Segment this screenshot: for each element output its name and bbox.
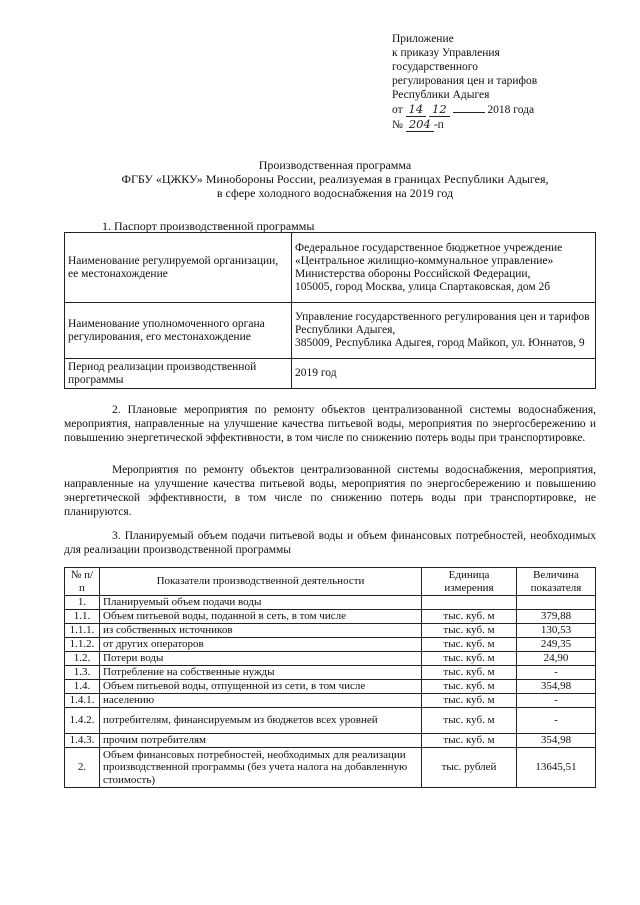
- passport-value: [292, 233, 596, 303]
- appendix-number: [392, 117, 592, 132]
- appendix-line: Приложение: [392, 33, 454, 45]
- section1-heading: 1. Паспорт производственной программы: [102, 219, 315, 233]
- passport-label: Период реализации производственной программы: [65, 359, 292, 389]
- row-unit: тыс. куб. м: [422, 694, 517, 708]
- row-num: 1.1.: [65, 610, 100, 624]
- row-value: 354,98: [517, 680, 596, 694]
- row-unit: тыс. куб. м: [422, 666, 517, 680]
- row-value: 13645,51: [517, 748, 596, 788]
- row-num: 1.1.2.: [65, 638, 100, 652]
- table-row: [65, 708, 596, 734]
- row-num: 1.: [65, 596, 100, 610]
- passport-row: [65, 303, 596, 359]
- passport-value-line: 385009, Республика Адыгея, город Майкоп, ул. Юннатов, 9: [295, 337, 585, 349]
- table-row: [65, 652, 596, 666]
- appendix-line: к приказу Управления: [392, 47, 500, 59]
- header-num: № п/п: [65, 568, 100, 596]
- row-num: 1.1.1.: [65, 624, 100, 638]
- row-name: Объем питьевой воды, поданной в сеть, в том числе: [100, 610, 422, 624]
- passport-value-line: 105005, город Москва, улица Спартаковская, дом 2б: [295, 280, 551, 293]
- row-name: населению: [100, 694, 422, 708]
- passport-label: Наименование уполномоченного органа регулирования, его местонахождение: [65, 303, 292, 359]
- row-name: Планируемый объем подачи воды: [100, 596, 422, 610]
- header-name: Показатели производственной деятельности: [100, 568, 422, 596]
- table-row: [65, 748, 596, 788]
- paragraph-2: 2. Плановые мероприятия по ремонту объектов централизованной системы водоснабжения, мероприятия, направленные на улучшение качества питьевой воды, мероприятия по энергосбережению и повышению энергетической эффективности, в том числе по снижению потерь воды при транспортировке.: [64, 404, 596, 444]
- passport-row: [65, 359, 596, 389]
- appendix-date: [392, 102, 592, 117]
- title-line: ФГБУ «ЦЖКУ» Минобороны России, реализуемая в границах Республики Адыгея,: [121, 172, 549, 186]
- row-unit: тыс. куб. м: [422, 638, 517, 652]
- row-name: прочим потребителям: [100, 734, 422, 748]
- passport-row: [65, 233, 596, 303]
- row-value: 379,88: [517, 610, 596, 624]
- row-num: 1.4.1.: [65, 694, 100, 708]
- table-row: [65, 666, 596, 680]
- number-suffix: -п: [433, 119, 444, 131]
- row-unit: тыс. куб. м: [422, 708, 517, 734]
- row-name: потребителям, финансируемым из бюджетов всех уровней: [100, 708, 422, 734]
- date-prefix: от: [392, 104, 403, 116]
- table-row: [65, 638, 596, 652]
- row-unit: тыс. куб. м: [422, 624, 517, 638]
- title-line: Производственная программа: [258, 158, 412, 172]
- row-name: от других операторов: [100, 638, 422, 652]
- date-month: 12: [429, 102, 450, 117]
- row-value: -: [517, 666, 596, 680]
- row-unit: тыс. куб. м: [422, 610, 517, 624]
- paragraph-3: 3. Планируемый объем подачи питьевой воды и объем финансовых потребностей, необходимых для реализации производственной программы: [64, 530, 596, 556]
- date-day: 14: [406, 102, 427, 117]
- date-suffix: 2018 года: [487, 104, 535, 116]
- row-num: 1.4.: [65, 680, 100, 694]
- number-value: 204: [406, 117, 434, 132]
- passport-label: Наименование регулируемой организации, ее местонахождение: [65, 233, 292, 303]
- row-num: 1.3.: [65, 666, 100, 680]
- table-row: [65, 680, 596, 694]
- passport-value-line: Федеральное государственное бюджетное учреждение «Центральное жилищно-коммунальное управление» Министерства обороны Российской Федерации,: [295, 241, 563, 280]
- row-name: Потери воды: [100, 652, 422, 666]
- row-name: Объем финансовых потребностей, необходимых для реализации производственной программы (без учета налога на добавленную стоимость): [100, 748, 422, 788]
- row-name: из собственных источников: [100, 624, 422, 638]
- passport-value: 2019 год: [292, 359, 596, 389]
- row-name: Объем питьевой воды, отпущенной из сети, в том числе: [100, 680, 422, 694]
- row-num: 2.: [65, 748, 100, 788]
- appendix-block: [392, 32, 592, 132]
- number-prefix: №: [392, 119, 403, 131]
- row-value: 249,35: [517, 638, 596, 652]
- row-num: 1.4.2.: [65, 708, 100, 734]
- row-unit: тыс. рублей: [422, 748, 517, 788]
- table-row: [65, 596, 596, 610]
- header-unit: Единица измерения: [422, 568, 517, 596]
- row-value: -: [517, 694, 596, 708]
- row-num: 1.2.: [65, 652, 100, 666]
- row-value: -: [517, 708, 596, 734]
- row-num: 1.4.3.: [65, 734, 100, 748]
- passport-value: [292, 303, 596, 359]
- paragraph-2b: Мероприятия по ремонту объектов централизованной системы водоснабжения, мероприятия, направленные на улучшение качества питьевой воды, мероприятия по энергосбережению и повышению энергетической эффективности, в том числе по снижению потерь воды при транспортировке, не планируются.: [64, 464, 596, 518]
- indicators-table: [64, 567, 596, 788]
- table-row: [65, 624, 596, 638]
- row-unit: [422, 596, 517, 610]
- row-value: 130,53: [517, 624, 596, 638]
- passport-value-line: Управление государственного регулирования цен и тарифов Республики Адыгея,: [295, 311, 590, 336]
- passport-table: [64, 232, 596, 389]
- title-line: в сфере холодного водоснабжения на 2019 год: [216, 186, 454, 200]
- row-value: [517, 596, 596, 610]
- row-value: 24,90: [517, 652, 596, 666]
- document-title: [60, 158, 610, 200]
- appendix-line: Республики Адыгея: [392, 89, 490, 101]
- row-value: 354,98: [517, 734, 596, 748]
- row-unit: тыс. куб. м: [422, 680, 517, 694]
- table-row: [65, 734, 596, 748]
- date-blank: [453, 112, 485, 113]
- table-row: [65, 694, 596, 708]
- table-row: [65, 610, 596, 624]
- row-unit: тыс. куб. м: [422, 734, 517, 748]
- row-name: Потребление на собственные нужды: [100, 666, 422, 680]
- row-unit: тыс. куб. м: [422, 652, 517, 666]
- appendix-line: регулирования цен и тарифов: [392, 75, 538, 87]
- indicators-header-row: [65, 568, 596, 596]
- header-value: Величина показателя: [517, 568, 596, 596]
- appendix-line: государственного: [392, 61, 478, 73]
